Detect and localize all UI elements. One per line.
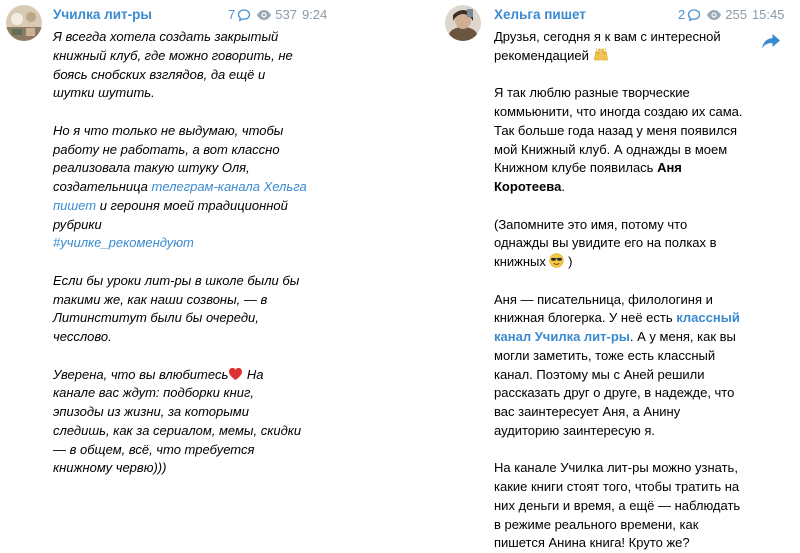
post-meta	[228, 7, 327, 22]
views-count: 255	[725, 7, 747, 22]
eye-icon	[706, 9, 722, 21]
comment-bubble-icon[interactable]	[687, 8, 701, 22]
post-text	[53, 28, 308, 478]
avatar-image-icon	[6, 5, 42, 41]
paragraph-1: Я всегда хотела создать закрытый книжный клуб, где можно говорить, не боясь снобских взглядов, да ещё и шутки шутить.	[53, 29, 293, 101]
comments-count[interactable]: 2	[678, 7, 686, 22]
paragraph-4b: На канале вас ждут: подборки книг, эпизоды из жизни, за которыми следишь, как за сериалом, мемы, скидки — в общем, всё, что требуется книжному червю)))	[53, 366, 302, 476]
paragraph-2-end: .	[561, 179, 565, 194]
comments-count[interactable]: 7	[228, 7, 236, 22]
paragraph-5: На канале Училка лит-ры можно узнать, какие книги стоят того, чтобы тратить на них деньги и время, а ещё — наблюдать в режиме реального времени, как пишется Анина книга! Круто же?	[494, 460, 741, 551]
paragraph-4b: . А у меня, как вы могли заметить, тоже есть классный канал. Поэтому мы с Аней решили рассказать друг о друге, в надежде, что вас заинтересует Аня, а Анину аудиторию заинтересую я.	[494, 329, 736, 438]
share-arrow-icon	[761, 33, 781, 50]
author-name: Аня Коротеева	[494, 160, 682, 194]
share-button[interactable]	[758, 30, 784, 52]
paragraph-4a: Аня — писательница, филологиня и книжная блогерка. У неё есть	[494, 291, 713, 326]
post-helga	[400, 0, 800, 551]
channel-name[interactable]: Училка лит-ры	[53, 7, 152, 22]
paragraph-3a: (Запомните это имя, потому что однажды вы увидите его на полках в книжных	[494, 216, 717, 269]
post-text	[494, 28, 744, 553]
post-time: 9:24	[301, 7, 328, 22]
paragraph-3b: )	[564, 254, 573, 269]
avatar-image-icon	[445, 5, 481, 41]
paragraph-2a: Но я что только не выдумаю, чтобы работу не работать, а вот классно реализовала такую штуку Оля, создательница	[53, 122, 284, 194]
post-time: 15:45	[751, 7, 785, 22]
raised-hands-icon	[593, 47, 609, 62]
post-meta	[678, 7, 784, 22]
eye-icon	[256, 9, 272, 21]
paragraph-2b: и героиня моей традиционной рубрики	[53, 197, 288, 232]
paragraph-3: Если бы уроки лит-ры в школе были бы такими же, как наши созвоны, — в Литинститут были бы очереди, чесслово.	[53, 272, 300, 344]
channel-avatar[interactable]	[445, 5, 481, 41]
sunglasses-face-icon	[549, 253, 564, 268]
red-heart-icon	[228, 367, 243, 381]
comment-bubble-icon[interactable]	[237, 8, 251, 22]
hashtag-link[interactable]: #училке_рекомендуют	[53, 235, 194, 251]
channel-link[interactable]: классный канал Училка лит-ры	[494, 310, 740, 344]
channel-link[interactable]: телеграм-канала Хельга пишет	[53, 179, 307, 213]
paragraph-4a: Уверена, что вы влюбитесь	[53, 366, 229, 382]
views-count: 537	[275, 7, 297, 22]
paragraph-2a: Я так люблю разные творческие коммьюнити, что иногда создаю их сама. Так больше года назад у меня появился мой Книжный клуб. А однажды в моем Книжном клубе появилась	[494, 85, 743, 176]
channel-avatar[interactable]	[6, 5, 42, 41]
post-uchilka	[0, 0, 400, 520]
paragraph-1: Друзья, сегодня я к вам с интересной рекомендацией	[494, 29, 721, 63]
channel-name[interactable]: Хельга пишет	[494, 7, 586, 22]
